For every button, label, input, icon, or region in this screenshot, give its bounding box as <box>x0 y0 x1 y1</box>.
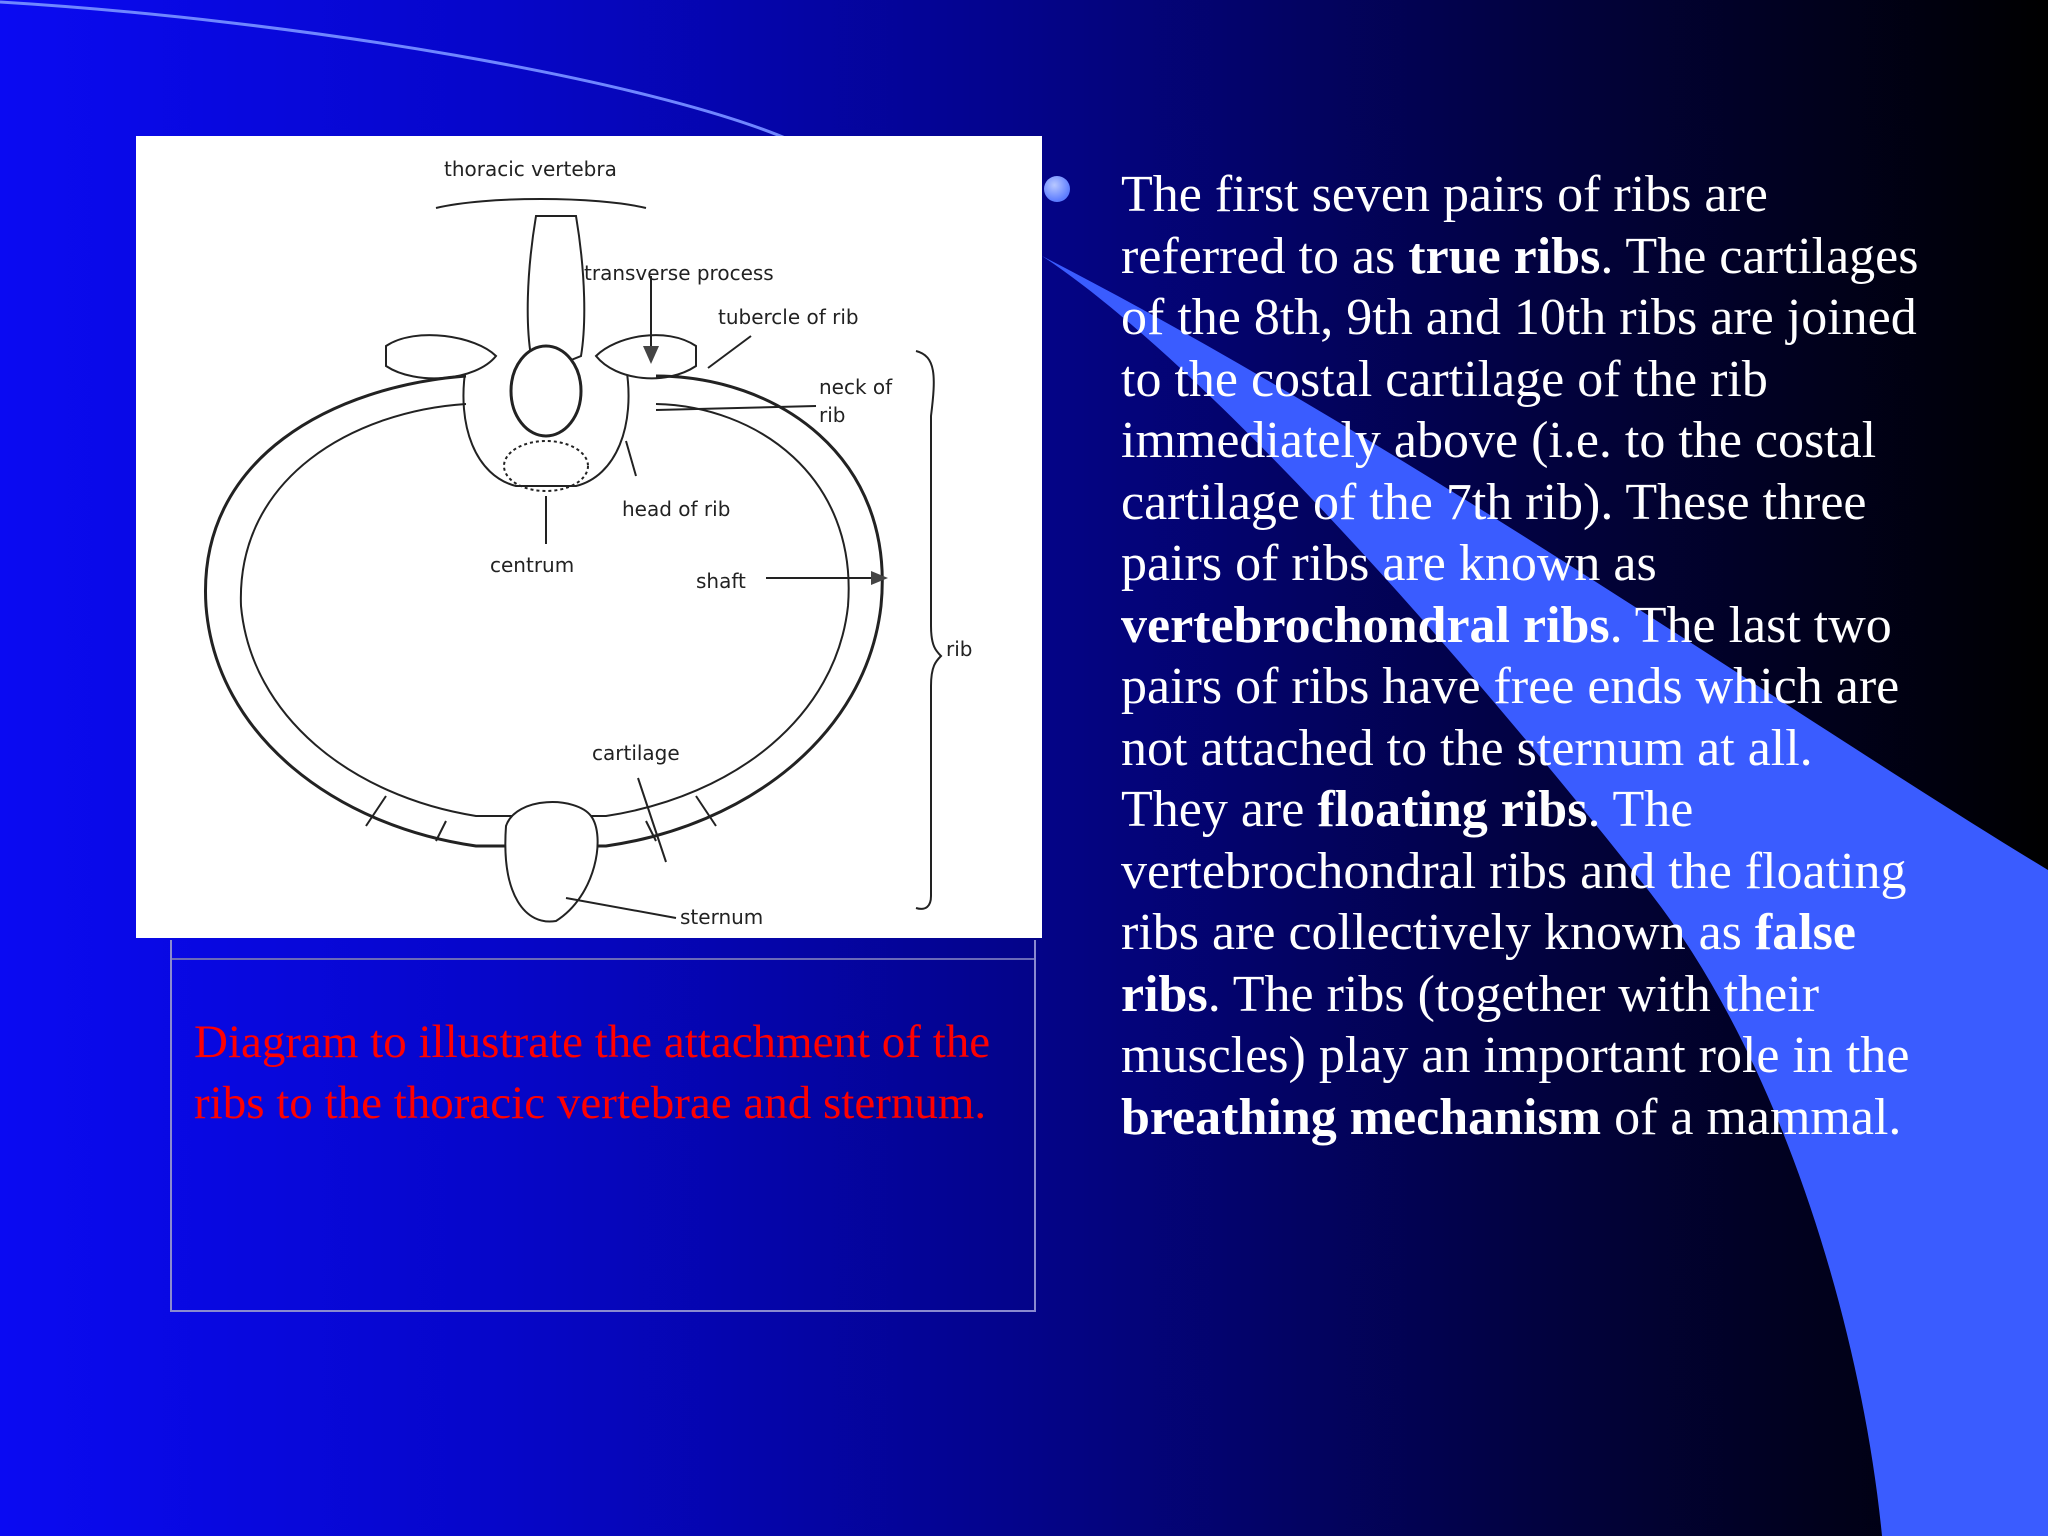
label-centrum: centrum <box>490 553 575 577</box>
label-head-of-rib: head of rib <box>622 497 731 521</box>
term-false-ribs: false ribs <box>1121 904 1856 1023</box>
text-segment: . The vertebrochondral ribs and the floating ribs are collectively known as <box>1121 781 1907 961</box>
label-tubercle-of-rib: tubercle of rib <box>718 305 859 329</box>
label-rib: rib <box>946 637 973 661</box>
rib-diagram <box>136 136 1042 938</box>
rib-diagram-drawing <box>136 136 1042 938</box>
text-segment: . The last two pairs of ribs have free ends which are not attached to the sternum at all. They are <box>1121 596 1900 838</box>
term-vertebrochondral-ribs: vertebrochondral ribs <box>1121 596 1610 654</box>
text-segment: . The cartilages of the 8th, 9th and 10th ribs are joined to the costal cartilage of the rib immediately above (i.e. to the costal cartilage of the 7th rib). These three pairs of ribs are known as <box>1121 227 1919 592</box>
label-cartilage: cartilage <box>592 741 680 765</box>
label-thoracic-vertebra: thoracic vertebra <box>444 157 617 181</box>
figure-caption: Diagram to illustrate the attachment of the ribs to the thoracic vertebrae and sternum. <box>194 1016 991 1129</box>
label-transverse-process: transverse process <box>584 261 774 285</box>
caption-divider <box>172 958 1034 960</box>
bullet-dot-icon <box>1044 176 1070 202</box>
term-breathing-mechanism: breathing mechanism <box>1121 1088 1602 1146</box>
swoosh-arc-line <box>0 2 790 140</box>
label-neck-of-rib-line2: rib <box>819 403 846 427</box>
bullet-paragraph <box>1121 164 1921 1148</box>
label-shaft: shaft <box>696 569 746 593</box>
term-floating-ribs: floating ribs <box>1317 781 1588 838</box>
label-neck-of-rib-line1: neck of <box>819 375 893 399</box>
text-segment: . The ribs (together with their muscles) play an important role in the <box>1121 965 1910 1084</box>
text-segment: The first seven pairs of ribs are referred to as <box>1121 166 1768 285</box>
label-sternum: sternum <box>680 905 764 929</box>
text-segment: of a mammal. <box>1601 1088 1902 1146</box>
term-true-ribs: true ribs <box>1408 227 1601 285</box>
